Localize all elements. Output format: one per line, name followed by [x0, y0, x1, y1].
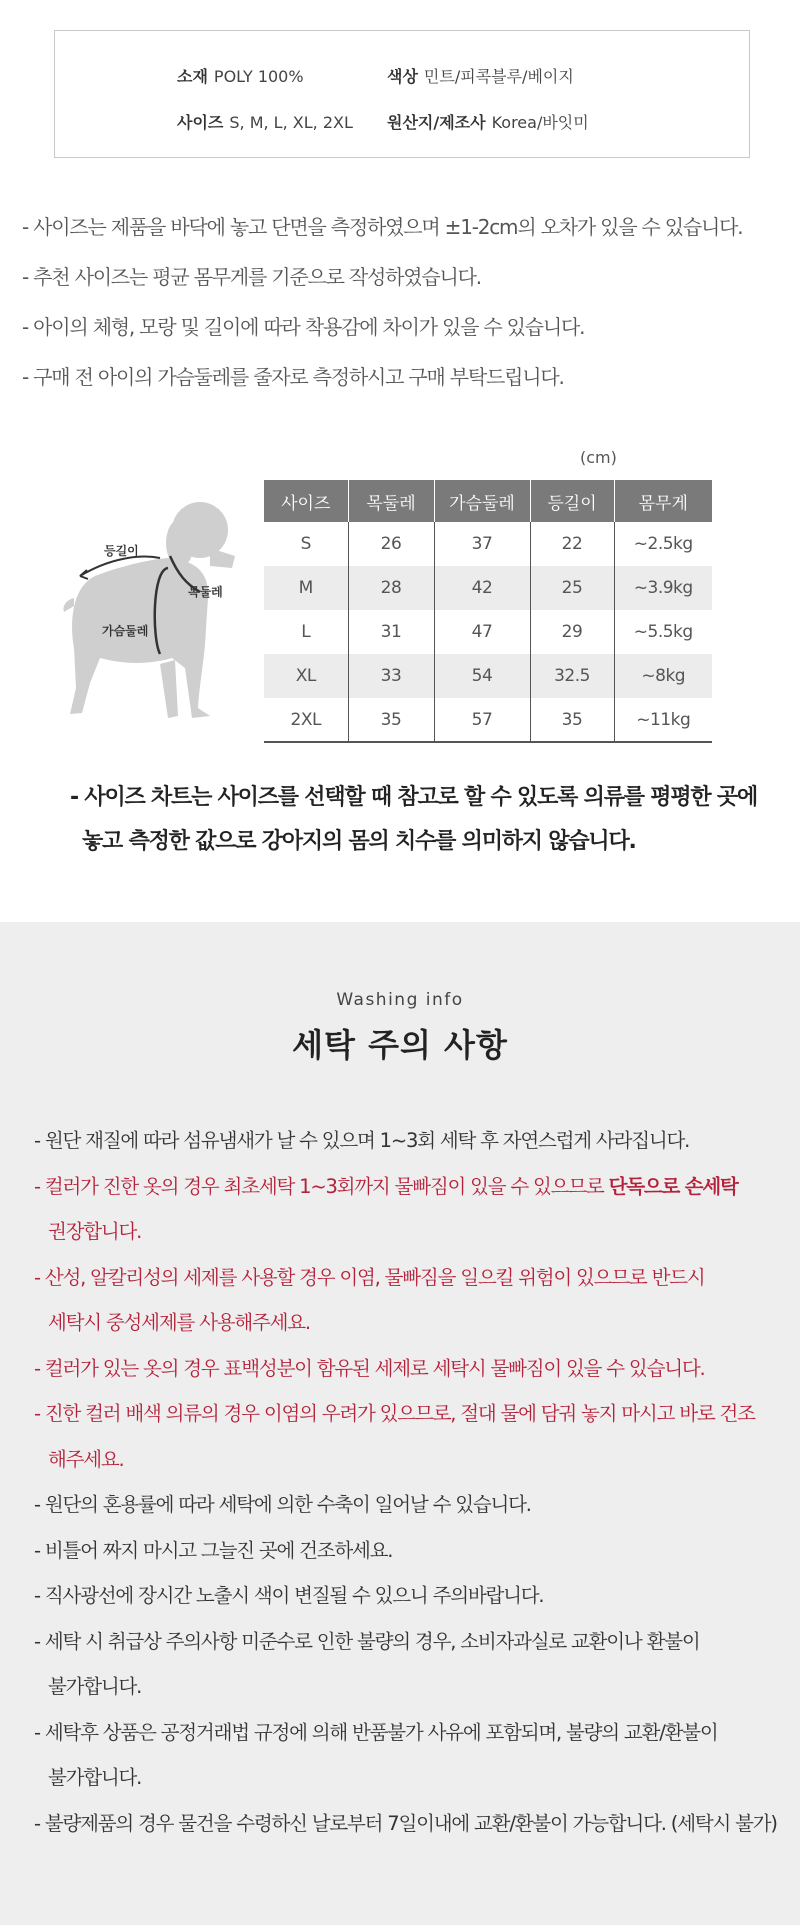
note-line: - 추천 사이즈는 평균 몸무게를 기준으로 작성하였습니다. — [22, 265, 481, 289]
chart-note-line: 놓고 측정한 값으로 강아지의 몸의 치수를 의미하지 않습니다. — [82, 829, 636, 854]
table-cell: S — [264, 522, 348, 566]
washing-item-text: 불가합니다. — [48, 1675, 142, 1698]
note-line: - 사이즈는 제품을 바닥에 놓고 단면을 측정하였으며 ±1-2cm의 오차가 있을 수 있습니다. — [22, 215, 743, 239]
note-line: - 아이의 체형, 모랑 및 길이에 따라 착용감에 차이가 있을 수 있습니다. — [22, 315, 585, 339]
washing-item: - 비틀어 짜지 마시고 그늘진 곳에 건조하세요. — [34, 1538, 393, 1562]
measurement-notes — [22, 208, 792, 408]
table-row — [264, 698, 712, 742]
size-table — [264, 480, 712, 743]
table-header-row — [264, 480, 712, 522]
table-cell: 35 — [530, 698, 614, 742]
washing-item: - 원단의 혼용률에 따라 세탁에 의한 수축이 일어날 수 있습니다. — [34, 1493, 531, 1516]
table-cell: 29 — [530, 610, 614, 654]
table-cell: ~2.5kg — [633, 534, 693, 554]
washing-item-continuation — [34, 1437, 784, 1483]
material-info — [177, 64, 304, 87]
size-info — [177, 110, 353, 133]
washing-item-warning: - 컬러가 있는 옷의 경우 표백성분이 함유된 세제로 세탁시 물빠짐이 있을 수 있습니다. — [34, 1356, 705, 1380]
table-cell: 33 — [348, 654, 434, 698]
product-info-box — [54, 30, 750, 158]
table-cell: 32.5 — [530, 654, 614, 698]
header-size: 사이즈 — [264, 480, 348, 522]
washing-item-text: - 컬러가 진한 옷의 경우 최초세탁 1~3회까지 물빠짐이 있을 수 있으므로 — [34, 1174, 609, 1198]
table-cell: 26 — [348, 522, 434, 566]
origin-info — [387, 110, 589, 133]
washing-item-text: 해주세요. — [48, 1447, 124, 1471]
table-cell: M — [264, 566, 348, 610]
washing-title: 세탁 주의 사항 — [292, 1026, 508, 1064]
table-cell: 35 — [348, 698, 434, 742]
washing-item-text: 불가합니다. — [48, 1766, 142, 1789]
washing-item-warning — [34, 1164, 784, 1210]
size-value: S, M, L, XL, 2XL — [229, 113, 353, 132]
size-label: 사이즈 — [177, 113, 224, 132]
table-cell: XL — [264, 654, 348, 698]
dog-measurement-diagram — [60, 488, 270, 728]
size-chart-note — [70, 776, 770, 864]
table-cell: 22 — [530, 522, 614, 566]
washing-item-text: 권장합니다. — [48, 1220, 142, 1243]
table-cell: 37 — [434, 522, 530, 566]
table-cell: ~5.5kg — [633, 622, 693, 642]
dog-silhouette — [63, 502, 235, 718]
washing-item-emphasis: 단독으로 손세탁 — [608, 1174, 738, 1198]
table-cell: L — [264, 610, 348, 654]
unit-label: (cm) — [580, 448, 617, 467]
table-cell: 54 — [434, 654, 530, 698]
washing-item-text: 세탁시 중성세제를 사용해주세요. — [48, 1311, 310, 1334]
washing-subtitle: Washing info — [336, 990, 464, 1010]
table-cell: 42 — [434, 566, 530, 610]
washing-item-continuation — [34, 1209, 784, 1255]
table-cell: 25 — [530, 566, 614, 610]
table-cell: ~11kg — [614, 698, 712, 742]
origin-value: Korea/바잇미 — [491, 113, 589, 132]
washing-item: - 세탁후 상품은 공정거래법 규정에 의해 반품불가 사유에 포함되며, 불량의 교환/환불이 — [34, 1720, 718, 1744]
washing-list — [34, 1118, 784, 1846]
material-value: POLY 100% — [213, 67, 304, 86]
washing-item-warning: - 산성, 알칼리성의 세제를 사용할 경우 이염, 물빠짐을 일으킬 위험이 있으므로 반드시 — [34, 1265, 705, 1289]
table-cell: ~3.9kg — [614, 566, 712, 610]
back-length-label: 등길이 — [104, 544, 139, 558]
origin-label: 원산지/제조사 — [387, 113, 486, 132]
table-row — [264, 566, 712, 610]
table-row — [264, 610, 712, 654]
chart-note-line: - 사이즈 차트는 사이즈를 선택할 때 참고로 할 수 있도록 의류를 평평한 곳에 — [70, 785, 758, 810]
color-info — [387, 64, 574, 87]
header-back: 등길이 — [530, 480, 614, 522]
washing-item-continuation — [34, 1755, 784, 1801]
table-cell: 47 — [434, 610, 530, 654]
washing-item-continuation — [34, 1664, 784, 1710]
header-weight: 몸무게 — [614, 480, 712, 522]
table-cell: 57 — [434, 698, 530, 742]
material-label: 소재 — [177, 67, 208, 86]
washing-item: - 직사광선에 장시간 노출시 색이 변질될 수 있으니 주의바랍니다. — [34, 1584, 544, 1607]
header-chest: 가슴둘레 — [434, 480, 530, 522]
washing-item: - 불량제품의 경우 물건을 수령하신 날로부터 7일이내에 교환/환불이 가능합니다. (세탁시 불가) — [34, 1811, 777, 1835]
table-cell: ~8kg — [614, 654, 712, 698]
washing-item-warning: - 진한 컬러 배색 의류의 경우 이염의 우려가 있으므로, 절대 물에 담궈 놓지 마시고 바로 건조 — [34, 1402, 755, 1425]
table-cell: 28 — [348, 566, 434, 610]
washing-item: - 세탁 시 취급상 주의사항 미준수로 인한 불량의 경우, 소비자과실로 교환이나 환불이 — [34, 1629, 700, 1653]
note-line: - 구매 전 아이의 가슴둘레를 줄자로 측정하시고 구매 부탁드립니다. — [22, 365, 564, 389]
washing-item-continuation — [34, 1300, 784, 1346]
neck-label: 목둘레 — [188, 585, 223, 599]
washing-item: - 원단 재질에 따라 섬유냄새가 날 수 있으며 1~3회 세탁 후 자연스럽게 사라집니다. — [34, 1129, 690, 1152]
table-row — [264, 522, 712, 566]
chest-label: 가슴둘레 — [102, 624, 149, 638]
washing-info-section — [0, 922, 800, 1925]
table-cell: 31 — [348, 610, 434, 654]
table-row — [264, 654, 712, 698]
table-cell: 2XL — [264, 698, 348, 742]
header-neck: 목둘레 — [348, 480, 434, 522]
color-value: 민트/피콕블루/베이지 — [423, 67, 574, 86]
color-label: 색상 — [387, 67, 418, 86]
